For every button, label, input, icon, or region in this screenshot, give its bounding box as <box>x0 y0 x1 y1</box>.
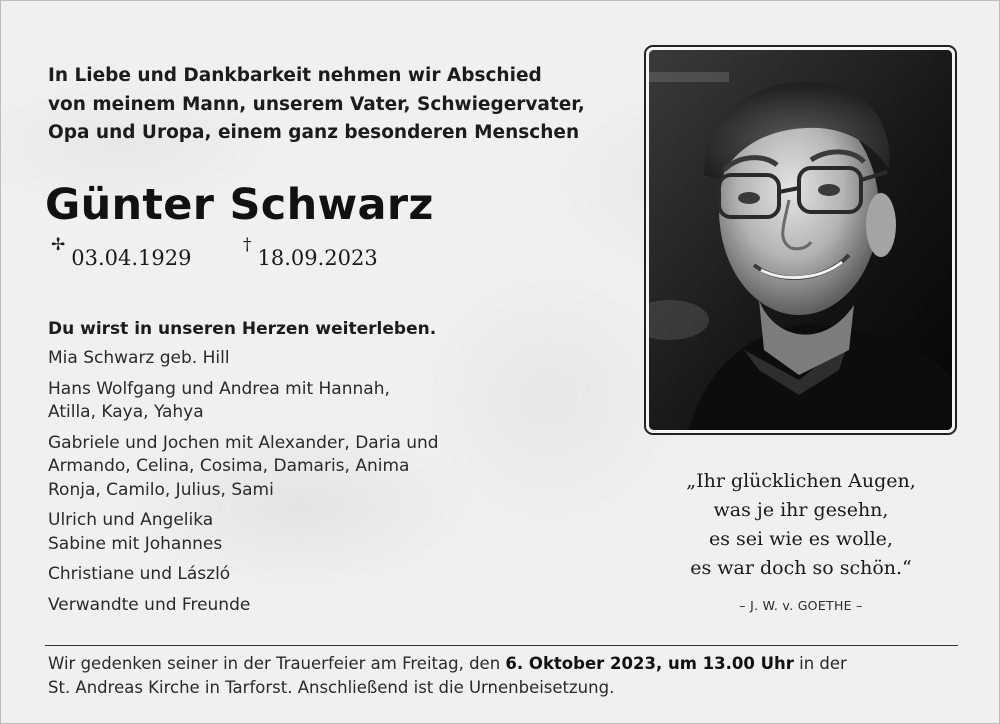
birth-date: 03.04.1929 <box>71 246 192 270</box>
quote-line: „Ihr glücklichen Augen, <box>686 470 916 492</box>
ceremony-info <box>48 652 968 700</box>
mourners-list <box>48 347 568 624</box>
ceremony-line-1 <box>48 652 968 676</box>
portrait-frame <box>644 45 957 435</box>
quote <box>641 467 961 583</box>
quote-line: es war doch so schön.“ <box>690 557 912 579</box>
intro-line: In Liebe und Dankbarkeit nehmen wir Abschied <box>48 65 542 86</box>
farewell-text: Du wirst in unseren Herzen weiterleben. <box>48 319 437 339</box>
intro-text <box>48 62 618 148</box>
ceremony-text: in der <box>793 654 847 673</box>
quote-line: es sei wie es wolle, <box>709 528 893 550</box>
mourner-group: Gabriele und Jochen mit Alexander, Daria und Armando, Celina, Cosima, Damaris, Anima Ronja, Camilo, Julius, Sami <box>48 432 439 500</box>
death-date: 18.09.2023 <box>257 246 378 270</box>
quote-author: – J. W. v. GOETHE – <box>739 598 863 613</box>
birth-star-icon: ✢ <box>51 235 66 255</box>
intro-line: Opa und Uropa, einem ganz besonderen Menschen <box>48 122 580 143</box>
birth-date-group <box>51 235 192 275</box>
ceremony-line-2: St. Andreas Kirche in Tarforst. Anschließend ist die Urnenbeisetzung. <box>48 678 615 697</box>
mourner-group: Ulrich und Angelika Sabine mit Johannes <box>48 510 223 554</box>
mourner-group: Verwandte und Freunde <box>48 594 251 615</box>
death-cross-icon: † <box>243 235 252 255</box>
quote-line: was je ihr gesehn, <box>713 499 889 521</box>
mourner-group: Hans Wolfgang und Andrea mit Hannah, Atilla, Kaya, Yahya <box>48 378 390 422</box>
ceremony-text: Wir gedenken seiner in der Trauerfeier am Freitag, den <box>48 654 506 673</box>
divider <box>45 645 958 646</box>
intro-line: von meinem Mann, unserem Vater, Schwiegervater, <box>48 93 585 115</box>
mourner-group: Mia Schwarz geb. Hill <box>48 348 230 368</box>
deceased-name: Günter Schwarz <box>45 180 434 230</box>
ceremony-date-time: 6. Oktober 2023, um 13.00 Uhr <box>505 654 794 673</box>
death-date-group <box>243 235 378 275</box>
mourner-group: Christiane und László <box>48 564 231 584</box>
portrait-photo <box>649 50 952 430</box>
portrait-image <box>649 50 952 430</box>
